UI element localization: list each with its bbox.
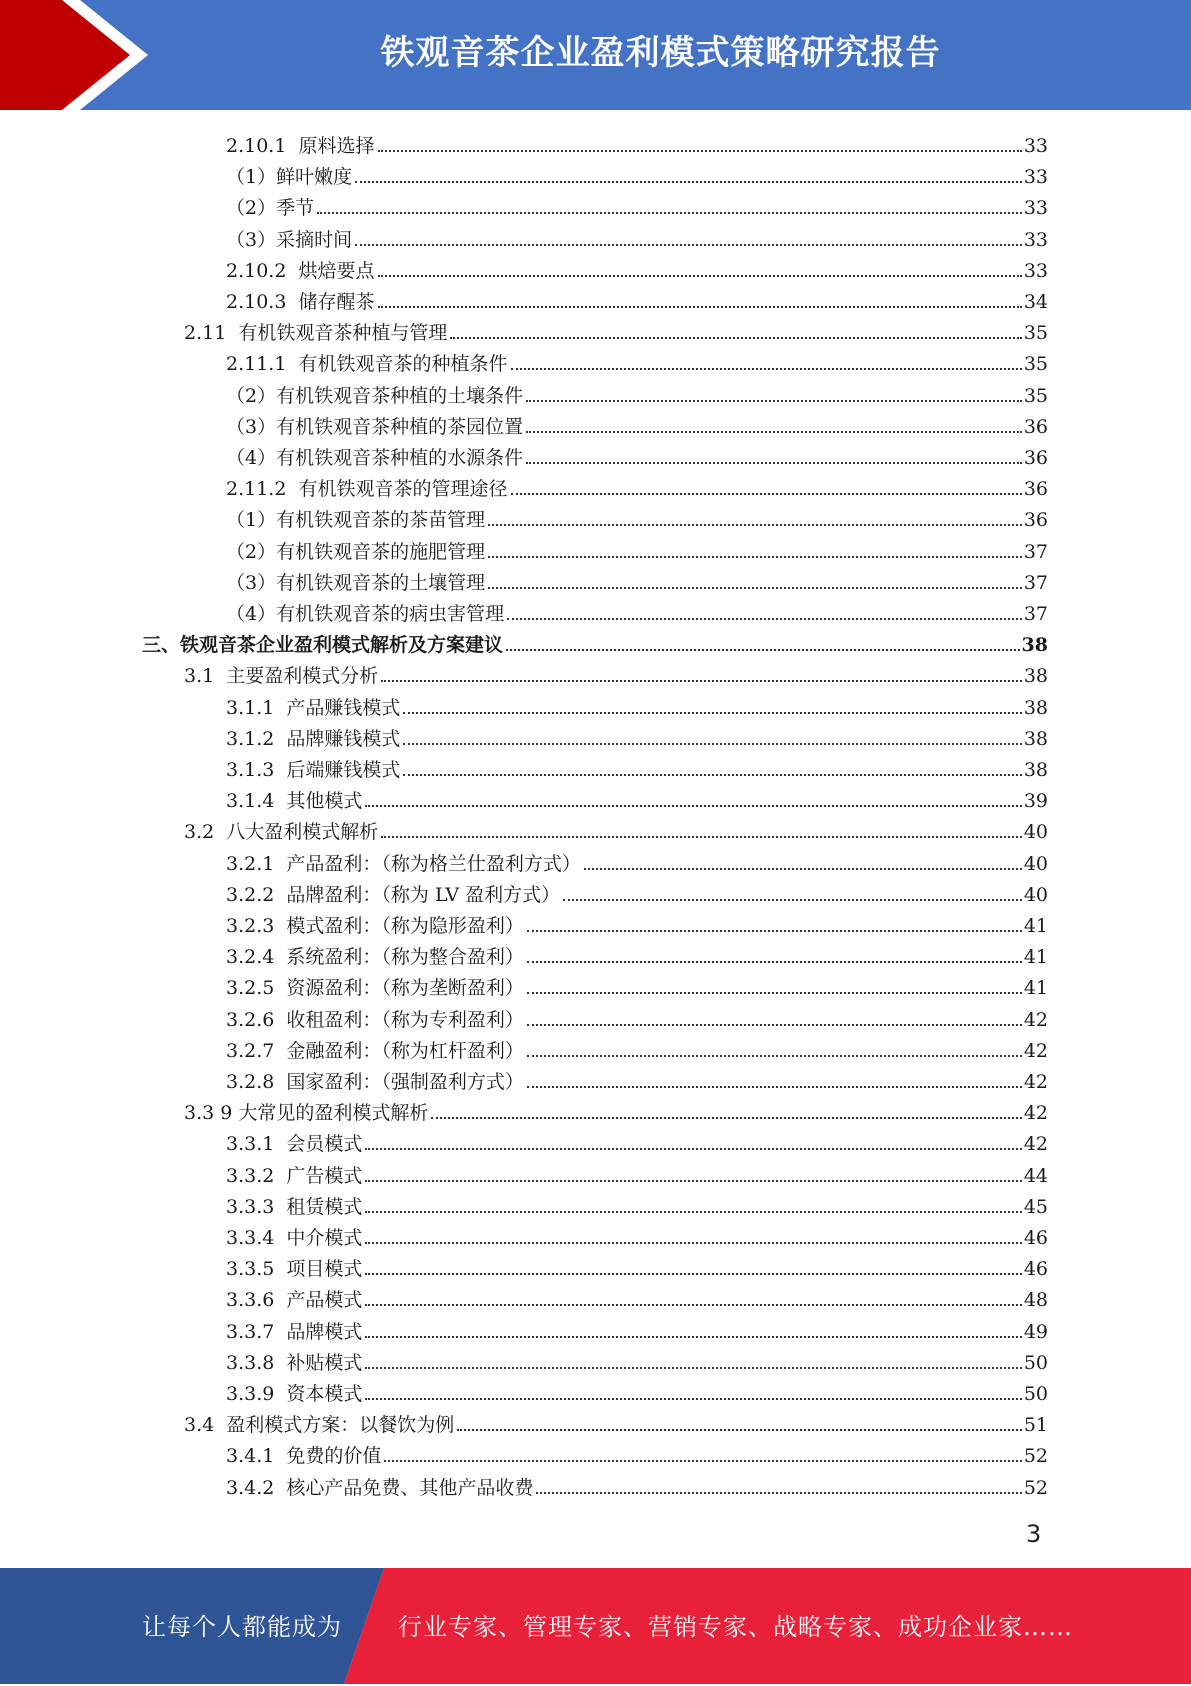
toc-entry[interactable] [226,127,1048,158]
toc-entry[interactable] [226,408,1048,439]
toc-entry-page: 35 [1023,384,1048,407]
toc-entry[interactable] [184,1094,1048,1125]
toc-entry-page: 33 [1023,228,1048,251]
toc-dot-leader [365,1273,1021,1275]
toc-dot-leader [365,1367,1021,1369]
toc-dot-leader [403,712,1021,714]
toc-entry-label: （3）有机铁观音茶的土壤管理 [226,571,486,594]
toc-entry-label: 3.4.2 核心产品免费、其他产品收费 [226,1476,534,1499]
toc-entry-label: （3）有机铁观音茶种植的茶园位置 [226,415,524,438]
toc-entry-page: 38 [1021,634,1048,657]
toc-entry[interactable] [226,1250,1048,1281]
toc-entry-page: 50 [1023,1351,1048,1374]
page-header [0,0,1191,110]
toc-entry-page: 38 [1023,665,1048,688]
toc-dot-leader [365,1211,1021,1213]
toc-dot-leader [511,493,1022,495]
toc-entry[interactable] [226,1313,1048,1344]
toc-entry-label: （3）采摘时间 [226,228,353,251]
toc-entry-page: 45 [1023,1195,1048,1218]
toc-entry-page: 40 [1023,821,1048,844]
toc-entry[interactable] [226,1188,1048,1219]
toc-entry-label: 3.2.5 资源盈利：（称为垄断盈利） [226,977,524,1000]
toc-entry-page: 33 [1023,166,1048,189]
toc-entry-label: （2）有机铁观音茶种植的土壤条件 [226,384,524,407]
toc-dot-leader [511,368,1022,370]
toc-entry[interactable] [226,782,1048,813]
toc-entry-page: 48 [1023,1289,1048,1312]
toc-entry-page: 39 [1023,790,1048,813]
toc-dot-leader [526,462,1022,464]
toc-entry[interactable] [226,595,1048,626]
toc-dot-leader [527,1024,1022,1026]
toc-entry[interactable] [226,751,1048,782]
toc-entry[interactable] [184,813,1048,844]
toc-entry-page: 41 [1023,946,1048,969]
toc-entry-label: 3.2 八大盈利模式解析 [184,821,379,844]
toc-entry[interactable] [226,533,1048,564]
toc-dot-leader [527,930,1022,932]
toc-entry-label: 3.2.8 国家盈利：（强制盈利方式） [226,1071,524,1093]
toc-entry[interactable] [226,1157,1048,1188]
toc-entry-page: 33 [1023,197,1048,220]
toc-entry-page: 42 [1023,1102,1048,1125]
toc-entry[interactable] [226,1281,1048,1312]
toc-entry-label: 3.2.7 金融盈利：（称为杠杆盈利） [226,1039,524,1062]
toc-dot-leader [365,1398,1021,1400]
toc-dot-leader [365,1304,1021,1306]
toc-entry-page: 34 [1023,291,1048,313]
toc-dot-leader [488,556,1022,558]
toc-entry-page: 42 [1023,1071,1048,1093]
toc-entry-label: 3.3.5 项目模式 [226,1258,363,1281]
toc-dot-leader [365,1180,1021,1182]
toc-dot-leader [536,1492,1021,1494]
toc-entry[interactable] [226,969,1048,1000]
toc-entry[interactable] [184,314,1048,345]
toc-entry-label: （2）季节 [226,197,315,220]
toc-entry-label: 3.2.1 产品盈利：（称为格兰仕盈利方式） [226,852,581,875]
toc-entry-page: 38 [1023,727,1048,750]
toc-dot-leader [527,992,1022,994]
toc-entry-page: 35 [1023,322,1048,345]
toc-entry[interactable] [226,720,1048,751]
toc-entry-page: 33 [1023,259,1048,282]
toc-entry-label: 2.11.2 有机铁观音茶的管理途径 [226,478,508,501]
toc-dot-leader [584,868,1022,870]
toc-dot-leader [527,1086,1022,1088]
toc-entry[interactable] [226,1469,1048,1500]
toc-entry-label: 2.10.3 储存醒茶 [226,291,375,313]
toc-entry-label: 3.3.9 资本模式 [226,1383,363,1405]
toc-entry-page: 46 [1023,1227,1048,1249]
footer-slogan-right: 行业专家、管理专家、营销专家、战略专家、成功企业家…… [398,1613,1073,1641]
toc-entry-page: 36 [1023,447,1048,469]
toc-dot-leader [365,1336,1021,1338]
toc-dot-leader [457,1429,1022,1431]
toc-entry-page: 37 [1023,603,1048,625]
toc-entry-label: （1）有机铁观音茶的茶苗管理 [226,509,486,532]
toc-entry-label: 3.3.6 产品模式 [226,1289,363,1312]
toc-dot-leader [450,337,1021,339]
toc-entry[interactable] [226,845,1048,876]
toc-entry[interactable] [226,1219,1048,1250]
toc-entry-label: 三、铁观音茶企业盈利模式解析及方案建议 [142,634,504,657]
toc-dot-leader [365,805,1021,807]
toc-entry[interactable] [226,501,1048,532]
toc-entry-label: 3.3.7 品牌模式 [226,1320,363,1343]
toc-entry-label: 3.2.4 系统盈利：（称为整合盈利） [226,946,524,969]
toc-entry[interactable] [226,689,1048,720]
toc-dot-leader [365,1242,1021,1244]
toc-entry-page: 37 [1023,540,1048,563]
toc-entry[interactable] [226,1375,1048,1406]
toc-entry[interactable] [226,189,1048,220]
toc-entry-page: 49 [1023,1320,1048,1343]
toc-entry-label: （4）有机铁观音茶的病虫害管理 [226,603,505,625]
toc-dot-leader [403,743,1021,745]
toc-dot-leader [378,306,1022,308]
toc-entry-label: 3.1.3 后端赚钱模式 [226,759,401,781]
toc-entry-label: 3.3.3 租赁模式 [226,1195,363,1218]
toc-entry[interactable] [226,1032,1048,1063]
toc-entry[interactable] [226,907,1048,938]
toc-entry-label: 3.4.1 免费的价值 [226,1445,382,1468]
toc-entry[interactable] [226,564,1048,595]
toc-entry[interactable] [226,221,1048,252]
toc-entry[interactable] [226,1344,1048,1375]
toc-dot-leader [378,150,1022,152]
toc-entry[interactable] [184,1406,1048,1437]
toc-dot-leader [381,836,1022,838]
toc-entry-page: 52 [1023,1476,1048,1499]
toc-entry[interactable] [226,1437,1048,1468]
toc-entry-label: 3.1 主要盈利模式分析 [184,665,379,688]
toc-entry-page: 42 [1023,1008,1048,1031]
toc-dot-leader [355,244,1022,246]
toc-entry-label: 3.2.6 收租盈利：（称为专利盈利） [226,1008,524,1031]
toc-entry[interactable] [226,439,1048,470]
toc-entry[interactable] [226,158,1048,189]
toc-entry-label: 3.2.2 品牌盈利：（称为 LV 盈利方式） [226,883,561,906]
toc-dot-leader [355,181,1022,183]
toc-dot-leader [378,275,1022,277]
toc-entry[interactable] [226,377,1048,408]
toc-entry-label: 3.2.3 模式盈利：（称为隐形盈利） [226,915,524,937]
toc-entry[interactable] [184,657,1048,688]
toc-entry[interactable] [142,626,1048,657]
page-footer [0,1568,1191,1684]
toc-entry-page: 42 [1023,1133,1048,1156]
toc-dot-leader [527,1055,1022,1057]
toc-entry[interactable] [226,876,1048,907]
toc-entry-label: 2.10.2 烘焙要点 [226,259,375,282]
toc-entry[interactable] [226,345,1048,376]
toc-dot-leader [506,649,1020,651]
document-title: 铁观音茶企业盈利模式策略研究报告 [380,33,941,73]
toc-entry-label: 3.1.4 其他模式 [226,790,363,813]
toc-entry-page: 36 [1023,478,1048,501]
toc-dot-leader [403,774,1021,776]
toc-entry-label: 2.11.1 有机铁观音茶的种植条件 [226,353,508,376]
toc-entry-page: 41 [1023,977,1048,1000]
toc-entry-label: 3.3.4 中介模式 [226,1227,363,1249]
toc-entry[interactable] [226,470,1048,501]
toc-dot-leader [563,899,1022,901]
toc-dot-leader [507,618,1022,620]
toc-entry-page: 38 [1023,696,1048,719]
toc-entry-label: 2.11 有机铁观音茶种植与管理 [184,322,448,345]
toc-entry-page: 51 [1023,1414,1048,1437]
toc-entry-page: 35 [1023,353,1048,376]
toc-entry-label: 3.1.2 品牌赚钱模式 [226,727,401,750]
toc-dot-leader [431,1117,1021,1119]
toc-entry-label: 3.4 盈利模式方案：以餐饮为例 [184,1414,455,1437]
toc-entry[interactable] [226,1125,1048,1156]
toc-entry[interactable] [226,283,1048,314]
toc-entry-page: 37 [1023,571,1048,594]
page-number: 3 [1026,1520,1042,1548]
toc-entry-label: 2.10.1 原料选择 [226,135,375,157]
toc-entry-page: 41 [1023,915,1048,937]
toc-entry-page: 38 [1023,759,1048,781]
toc-dot-leader [381,680,1022,682]
toc-entry[interactable] [226,252,1048,283]
toc-entry-label: （2）有机铁观音茶的施肥管理 [226,540,486,563]
toc-entry-label: 3.1.1 产品赚钱模式 [226,696,401,719]
toc-dot-leader [526,431,1022,433]
toc-entry-page: 46 [1023,1258,1048,1281]
toc-entry[interactable] [226,938,1048,969]
footer-slogan-left: 让每个人都能成为 [142,1613,342,1641]
toc-entry-label: 3.3.1 会员模式 [226,1133,363,1156]
toc-entry-page: 36 [1023,415,1048,438]
toc-entry-page: 33 [1023,135,1048,157]
toc-entry-label: 3.3.8 补贴模式 [226,1351,363,1374]
toc-entry-page: 40 [1023,852,1048,875]
toc-dot-leader [317,212,1022,214]
toc-dot-leader [488,524,1022,526]
toc-entry-page: 40 [1023,883,1048,906]
toc-dot-leader [527,961,1022,963]
toc-entry-label: 3.3 9 大常见的盈利模式解析 [184,1102,429,1125]
toc-entry-page: 44 [1023,1164,1048,1187]
toc-entry-page: 50 [1023,1383,1048,1405]
toc-entry-label: 3.3.2 广告模式 [226,1164,363,1187]
toc-dot-leader [384,1460,1021,1462]
toc-entry[interactable] [226,1063,1048,1094]
toc-dot-leader [488,587,1022,589]
toc-entry-page: 36 [1023,509,1048,532]
toc-entry-label: （1）鲜叶嫩度 [226,166,353,189]
toc-entry-page: 42 [1023,1039,1048,1062]
toc-entry[interactable] [226,1001,1048,1032]
toc-entry-label: （4）有机铁观音茶种植的水源条件 [226,447,524,469]
toc-entry-page: 52 [1023,1445,1048,1468]
toc-dot-leader [365,1148,1021,1150]
toc-dot-leader [526,400,1022,402]
